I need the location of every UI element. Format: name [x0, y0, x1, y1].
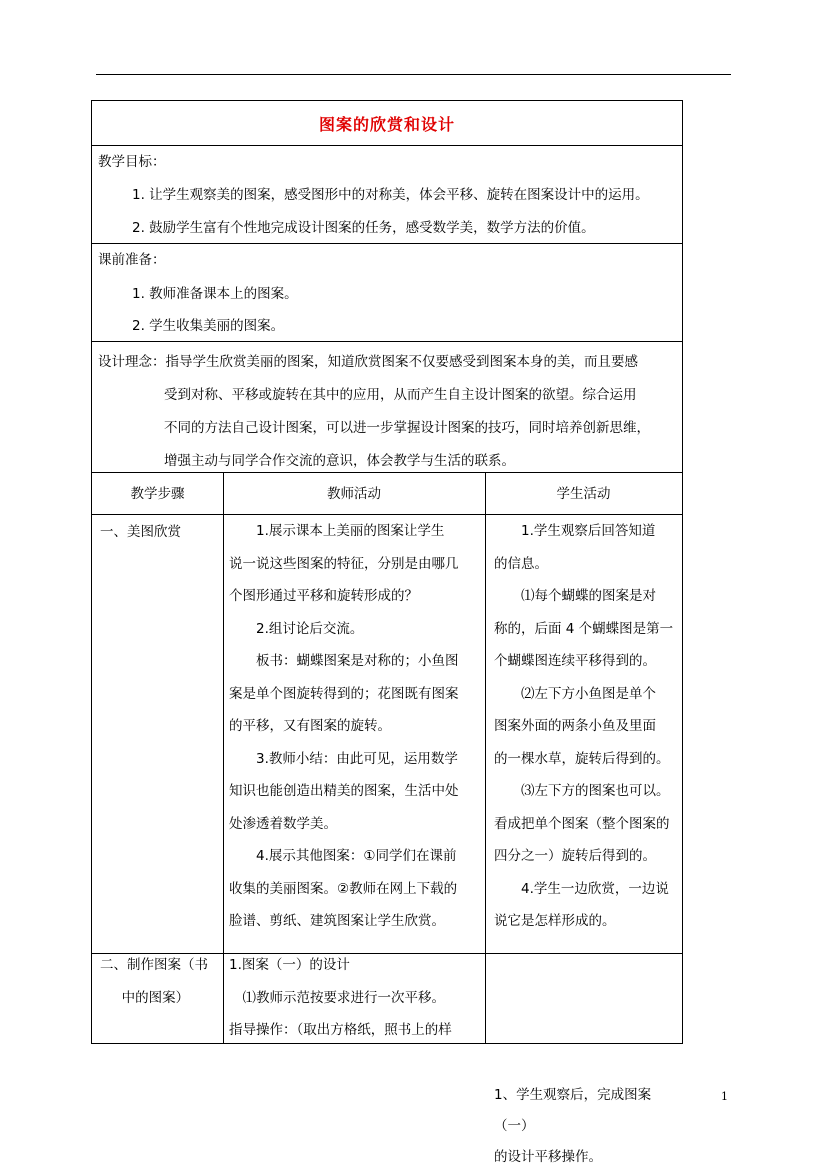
student-line: 图案外面的两条小鱼及里面: [494, 718, 656, 734]
design-concept-line: 增强主动与同学合作交流的意识，体会教学与生活的联系。: [164, 453, 515, 469]
header-teacher-activity: 教师活动: [327, 486, 381, 502]
teacher-line: 收集的美丽图案。②教师在网上下载的: [229, 880, 458, 897]
preparation-label: 课前准备：: [98, 252, 166, 268]
lesson-plan-table: [91, 100, 683, 1165]
student-activity-block: [494, 1080, 682, 1173]
step-label: 一、美图欣赏: [100, 524, 181, 540]
page-number: 1: [721, 1090, 728, 1103]
student-line: 1.学生观察后回答知道: [521, 523, 656, 539]
student-line: 看成把单个图案（整个图案的: [494, 815, 670, 832]
objectives-section: [92, 146, 682, 244]
teacher-line: 2.组讨论后交流。: [256, 620, 364, 637]
design-concept-line: 不同的方法自己设计图案，可以进一步掌握设计图案的技巧，同时培养创新思维，: [164, 420, 650, 436]
teacher-line: 1.展示课本上美丽的图案让学生: [256, 523, 445, 539]
teacher-line: ⑴教师示范按要求进行一次平移。: [242, 989, 445, 1006]
student-line: ⑵左下方小鱼图是单个: [521, 685, 656, 702]
teacher-line: 3.教师小结：由此可见，运用数学: [256, 750, 458, 767]
design-concept-text: [98, 346, 678, 478]
preparation-item: 2. 学生收集美丽的图案。: [132, 318, 285, 334]
teacher-line: 1.图案（一）的设计: [229, 957, 350, 973]
teacher-line: 4.展示其他图案：①同学们在课前: [256, 848, 457, 864]
teacher-line: 个图形通过平移和旋转形成的？: [229, 588, 418, 604]
teacher-line: 的平移，又有图案的旋转。: [229, 718, 391, 734]
preparation-item: 1. 教师准备课本上的图案。: [132, 286, 298, 302]
teacher-line: 指导操作：（取出方格纸，照书上的样: [229, 1022, 452, 1038]
column-divider: [485, 473, 486, 1044]
teacher-line: 脸谱、剪纸、建筑图案让学生欣赏。: [229, 913, 445, 929]
teacher-activity: [229, 515, 481, 938]
student-line: 说它是怎样形成的。: [494, 913, 616, 929]
student-line: 1、学生观察后，完成图案（一）: [494, 1087, 652, 1134]
student-line: ⑶左下方的图案也可以。: [521, 783, 670, 799]
student-line: 的信息。: [494, 555, 548, 572]
preparation-section: [92, 244, 682, 342]
step-label-line: 二、制作图案（书: [100, 957, 208, 973]
header-steps: 教学步骤: [130, 486, 185, 502]
objectives-label: 教学目标：: [98, 154, 166, 170]
student-line: 的设计平移操作。: [494, 1149, 602, 1165]
teacher-line: 板书：蝴蝶图案是对称的；小鱼图: [256, 653, 459, 669]
student-line: 称的，后面 4 个蝴蝶图是第一: [494, 620, 674, 637]
header-student-activity: 学生活动: [556, 486, 611, 502]
step-label: [100, 949, 220, 1014]
teacher-line: 知识也能创造出精美的图案，生活中处: [229, 783, 459, 799]
column-divider: [223, 473, 224, 1044]
teacher-line: 说一说这些图案的特征，分别是由哪几: [229, 555, 459, 572]
student-line: ⑴每个蝴蝶的图案是对: [521, 588, 656, 604]
teacher-line: 案是单个图旋转得到的；花图既有图案: [229, 685, 459, 702]
teacher-line: 处渗透着数学美。: [229, 815, 337, 832]
title-row: [92, 101, 682, 146]
objective-item: 1. 让学生观察美的图案，感受图形中的对称美，体会平移、旋转在图案设计中的运用。: [132, 187, 649, 203]
student-line: 个蝴蝶图连续平移得到的。: [494, 653, 656, 669]
student-line: 的一棵水草，旋转后得到的。: [494, 750, 670, 767]
header-rule: [96, 74, 731, 75]
student-line: 四分之一）旋转后得到的。: [494, 848, 656, 864]
student-line: 4.学生一边欣赏，一边说: [521, 880, 669, 897]
student-activity: [494, 515, 682, 938]
design-concept-line: 受到对称、平移或旋转在其中的应用，从而产生自主设计图案的欲望。综合运用: [164, 387, 637, 403]
teacher-activity: [229, 949, 481, 1047]
objective-item: 2. 鼓励学生富有个性地完成设计图案的任务，感受数学美，数学方法的价值。: [132, 220, 595, 236]
design-concept-section: [92, 342, 682, 473]
design-concept-lead: 设计理念：指导学生欣赏美丽的图案，知道欣赏图案不仅要感受到图案本身的美，而且要感: [98, 354, 638, 370]
page-title: 图案的欣赏和设计: [318, 115, 455, 134]
step-label-line: 中的图案）: [121, 989, 190, 1006]
